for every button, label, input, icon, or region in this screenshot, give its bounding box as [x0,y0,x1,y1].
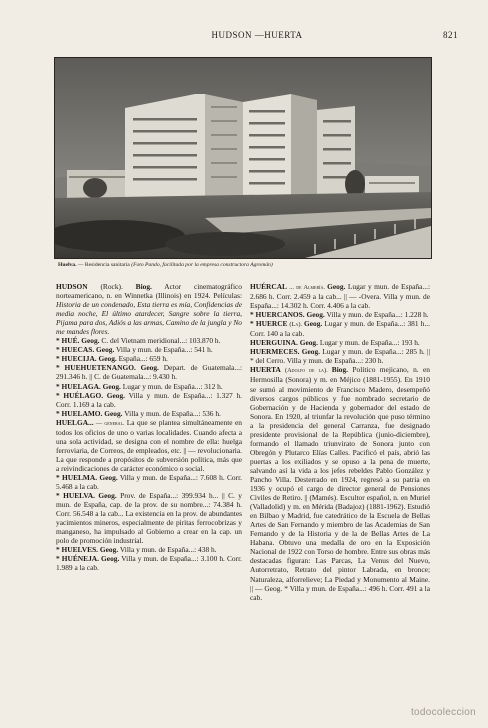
right-column [250,282,430,702]
entry-huercal: HUÉRCAL ... de Almería. Geog. Lugar y mun. de España...: 2.686 h. Corr. 2.459 a la cab... || — -Overa. Villa y mun. de España...: 14.302 h. Corr. 4.406 a la cab. [250,282,430,311]
entry-huelva: * HUELVA. Geog. Prov. de España...: 399.934 h... || C. y mun. de España, cap. de la prov. de su nombre...: 74.384 h. Corr. 56.548 a la cab... La existencia en la prov. de abundantes yacimientos mineros, especialmente de piritas ferrocobrizas y manganeso, ha impulsado al Gobierno a crear en la cap. un polo de promoción industrial. [56,491,242,546]
entry-huerta: HUERTA (Adolfo de la). Biog. Político mejicano, n. en Hermosilla (Sonora) y m. en Méjico (1881-1955). En 1910 se sumó al movimiento de Francisco Madero, desempeñó diversos cargos públicos y fue nombrado secretario de Gobernación y de Hacienda y gobernador del estado de Sonora. En 1920, al triunfar la revolución que puso término a la presidencia del general Carranza, fue designado presidente provisional de la República (junio-diciembre), formando el llamado triunvirato de Sonora junto con Obregón y Plutarco Elías Calles. Pacificó el país, abrió las puertas a los exiliados y se opuso a la pena de muerte, salvando así la vida a los jefes rebeldes Pablo González y Pancho Villa. Desterrado en 1924, regresó a su patria en 1936 y ocupó el cargo de director general de Pensiones Civiles de Retiro. || (Mamés). Escultor español, n. en Muriel (Valladolid) y m. en Mérida (Badajoz) (1881-1962). Estudió en Bilbao y Madrid, fue catedrático de la Escuela de Bellas Artes de San Fernando y miembro de las Academias de San Fernando y de la Historia y de la de Bellas Artes de La Habana. Obtuvo una medalla de oro en la Exposición Nacional de 1922 con Torso de hombre. Entre sus obras más destacadas figuran: Las Parcas, La Venus del Nuevo, Autorretrato, Retrato del pintor Labrada, en bronce; Naturaleza, alforrelieve; La Piedad y Monumento al Maine. || — Geog. * Villa y mun. de España...: 496 h. Corr. 491 a la cab. [250,365,430,602]
entry-hueneja: * HUÉNEJA. Geog. Villa y mun. de España...: 3.100 h. Corr. 1.989 a la cab. [56,554,242,573]
entry-huermeces: HUERMECES. Geog. Lugar y mun. de España...: 285 h. || * del Cerro. Villa y mun. de España...: 230 h. [250,347,430,366]
page-number: 821 [443,30,458,40]
building-photo [54,57,432,259]
entry-huelago: * HUÉLAGO. Geog. Villa y mun. de España...: 1.327 h. Corr. 1.169 a la cab. [56,390,242,409]
watermark-logo: todocoleccion [410,707,476,718]
entry-huelaga: * HUELAGA. Geog. Lugar y mun. de España...: 312 h. [56,381,223,391]
caption-title: — Residencia sanitaria [77,262,130,268]
entry-huecija: * HUECIJA. Geog. España...: 659 h. [56,354,168,364]
caption-credit: (Foto Pando, facilitada por la empresa constructora Agromán) [131,262,273,268]
entry-huelma: * HUELMA. Geog. Villa y mun. de España...: 7.608 h. Corr. 5.468 a la cab. [56,472,242,492]
running-title: HUDSON —HUERTA [211,30,303,40]
photo-caption [58,262,430,269]
entry-huerce: * HUERCE (La). Geog. Lugar y mun. de España...: 381 h... Corr. 140 a la cab. [250,319,430,339]
entry-huecas: * HUECAS. Geog. Villa y mun. de España...: 541 h. [56,345,213,355]
left-column [56,282,242,702]
page-header [56,30,458,44]
entry-huercanos: * HUERCANOS. Geog. Villa y mun. de España...: 1.228 h. [250,310,429,320]
caption-place: Huelva. [58,262,77,268]
entry-hudson: HUDSON (Rock). Biog. Actor cinematográfico norteamericano, n. en Winnetka (Illinois) en 1924. Películas: Historia de un condenado, Esta tierra es mía, Confidencias de media noche, El último atardecer, Sangre sobre la tierra, Pijama para dos, Adiós a las armas, Camino de la jungla y No me mandes flores. [56,282,242,337]
entry-huerguina: HUERGUINA. Geog. Lugar y mun. de España...: 193 h. [250,338,420,348]
entry-huelga: HUELGA... — general. La que se plantea simultáneamente en todos los oficios de uno o varias localidades. Cuando afecta a una sola actividad, se designa con el nombre de ella: huelga ferroviaria, de Correos, de empleados, etc. || — revolucionaria. La que responde a propósitos de subversión política, más que a reivindicaciones de carácter económico o social. [56,417,242,473]
entry-huehuetenango: * HUEHUETENANGO. Geog. Depart. de Guatemala...: 291.346 h. || C. de Guatemala...: 9.430 h. [56,363,242,382]
entry-huelves: * HUELVES. Geog. Villa y mun. de España...: 438 h. [56,545,217,555]
entry-huelamo: * HUELAMO. Geog. Villa y mun. de España...: 536 h. [56,408,221,418]
entry-hue: * HUÉ. Geog. C. del Vietnam meridional...: 103.870 h. [56,336,221,346]
